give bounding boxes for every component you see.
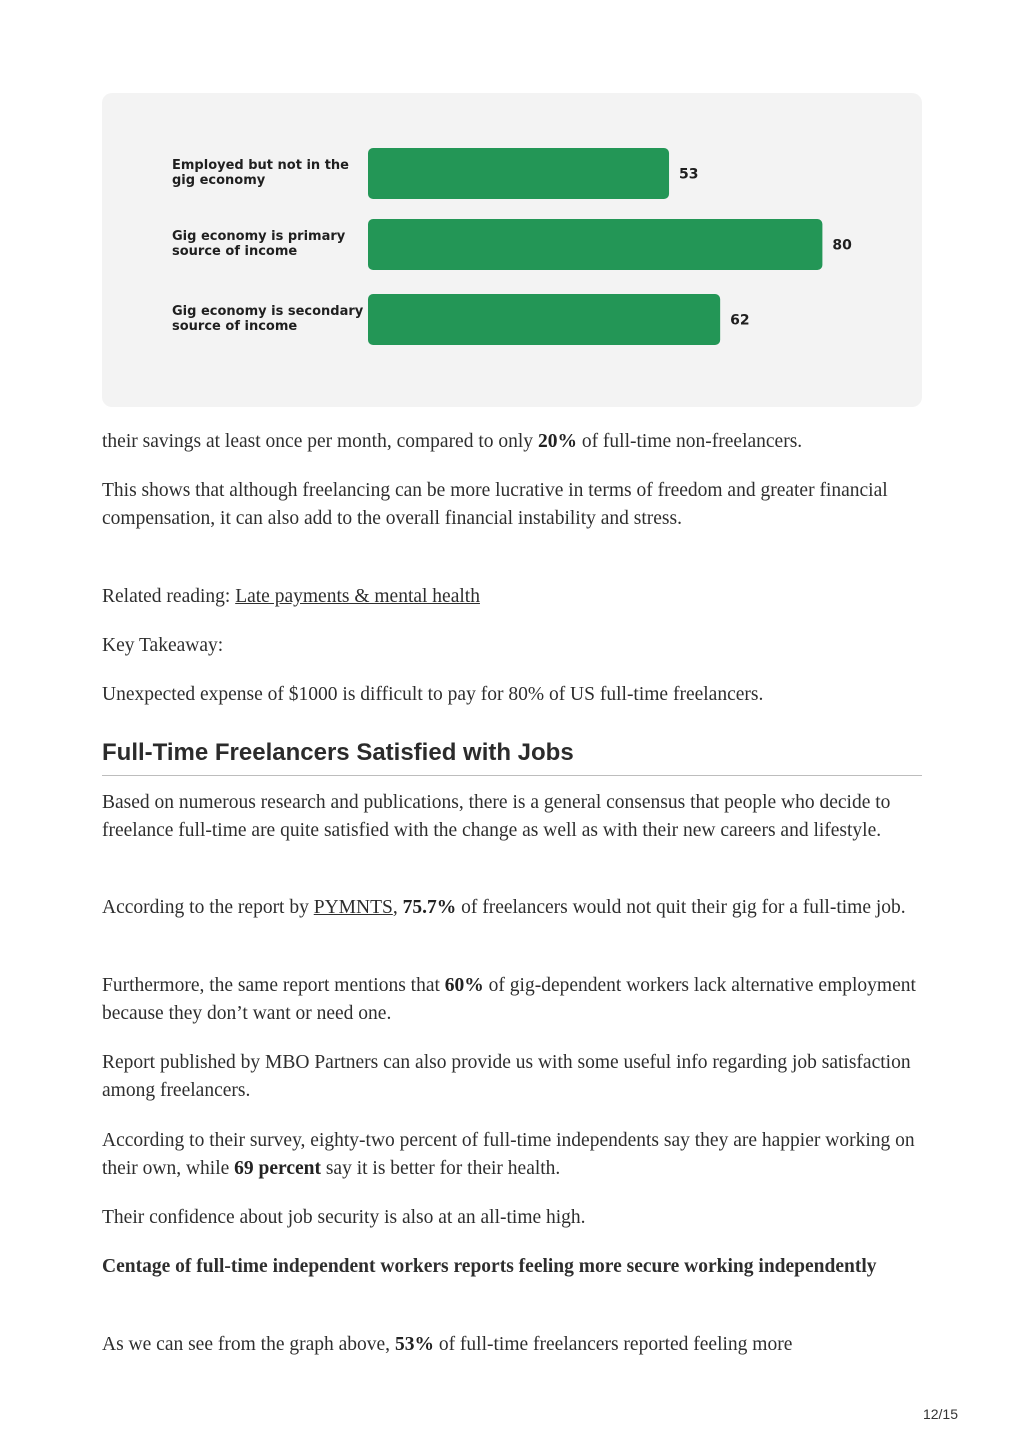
data-label: 53	[679, 166, 699, 183]
text-span: of full-time non-freelancers.	[576, 431, 803, 452]
paragraph-confidence: Their confidence about job security is also at an all-time high.	[102, 1207, 586, 1228]
paragraph-bold-caption: Centage of full-time independent workers reports feeling more secure working independently	[102, 1256, 877, 1277]
category-label	[172, 229, 346, 259]
paragraph-mbo-partners: Report published by MBO Partners can also provide us with some useful info regarding job satisfaction among freelancers.	[102, 1052, 911, 1101]
category-label	[172, 304, 364, 334]
bold-stat: 60%	[444, 975, 484, 996]
bar	[368, 148, 669, 199]
text-span: of freelancers would not quit their gig for a full-time job.	[456, 897, 906, 918]
category-label-line: Employed but not in the	[172, 158, 349, 173]
category-label	[172, 158, 349, 188]
link-pymnts[interactable]: PYMNTS	[313, 897, 393, 918]
category-label-line: source of income	[172, 319, 298, 334]
paragraph-key-takeaway: Key Takeaway:	[102, 635, 224, 656]
text-span: of full-time freelancers reported feeling more	[433, 1334, 793, 1355]
category-label-line: Gig economy is primary	[172, 229, 346, 244]
text-span: Furthermore, the same report mentions that	[102, 975, 445, 996]
paragraph-unexpected-expense: Unexpected expense of $1000 is difficult to pay for 80% of US full-time freelancers.	[102, 684, 764, 705]
bar	[368, 219, 822, 270]
text-span: say it is better for their health.	[320, 1158, 561, 1179]
category-label-line: Gig economy is secondary	[172, 304, 364, 319]
bold-stat: 69 percent	[234, 1158, 321, 1179]
paragraph-instability: This shows that although freelancing can be more lucrative in terms of freedom and greater financial compensation, it can also add to the overall financial instability and stress.	[102, 480, 888, 529]
paragraph-pymnts	[102, 894, 927, 922]
bar-chart	[102, 93, 922, 407]
paragraph-savings	[102, 428, 927, 456]
data-label: 62	[730, 312, 750, 329]
paragraph-related-reading	[102, 583, 927, 611]
paragraph-survey	[102, 1127, 927, 1183]
text-span: their savings at least once per month, compared to only	[102, 431, 538, 452]
page-number: 12/15	[922, 1406, 958, 1422]
category-label-line: source of income	[172, 244, 298, 259]
bold-stat: 20%	[537, 431, 577, 452]
bold-stat: 75.7%	[402, 897, 457, 918]
paragraph-graph-above	[102, 1331, 927, 1359]
bar	[368, 294, 720, 345]
text-span: of gig-dependent workers lack alternative employment because they don’t want or need one.	[102, 975, 916, 1024]
category-label-line: gig economy	[172, 173, 266, 188]
text-span: As we can see from the graph above,	[102, 1334, 395, 1355]
bold-stat: 53%	[394, 1334, 434, 1355]
text-span: ,	[392, 897, 403, 918]
text-span: Related reading:	[102, 586, 236, 607]
link-late-payments[interactable]: Late payments & mental health	[235, 586, 480, 607]
paragraph-gig-dependent	[102, 972, 927, 1028]
bar-chart-svg	[102, 93, 922, 407]
data-label: 80	[832, 237, 852, 254]
text-span: According to the report by	[102, 897, 314, 918]
section-heading: Full-Time Freelancers Satisfied with Jobs	[102, 739, 922, 776]
paragraph-consensus: Based on numerous research and publications, there is a general consensus that people who decide to freelance full-time are quite satisfied with the change as well as with their new careers and lifestyle.	[102, 792, 891, 841]
text-span: According to their survey, eighty-two percent of full-time independents say they are happier working on their own, while	[102, 1130, 915, 1179]
